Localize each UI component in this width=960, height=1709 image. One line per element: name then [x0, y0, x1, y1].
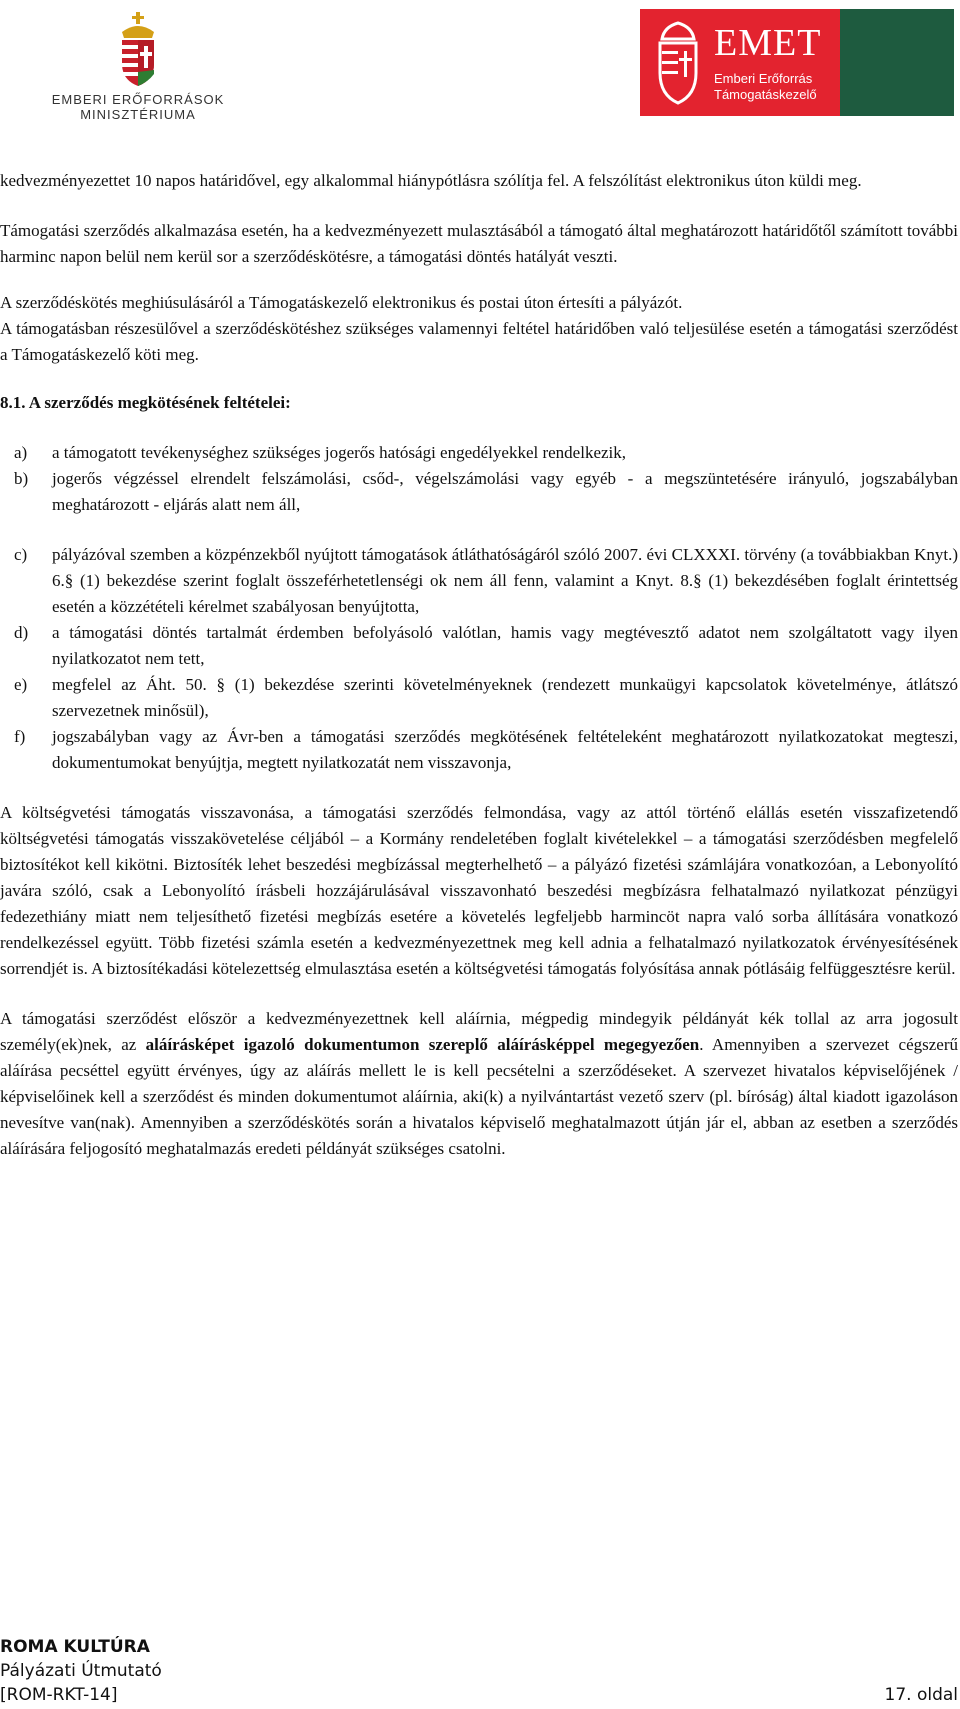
- list-item-text: jogszabályban vagy az Ávr-ben a támogatási szerződés megkötésének feltételeként meghatározott nyilatkozatokat megteszi, dokumentumokat benyújtja, megtett nyilatkozatát nem visszavonja,: [52, 727, 958, 772]
- emet-logo-red-panel: [640, 9, 840, 116]
- list-marker: f): [14, 727, 26, 746]
- section-heading: 8.1. A szerződés megkötésének feltételei:: [0, 393, 291, 412]
- paragraph-contract-deadline: Támogatási szerződés alkalmazása esetén, ha a kedvezményezett mulasztásából a támogató által meghatározott határidőtől számított további harminc napon belül nem kerül sor a szerződéskötésre, a támogatási döntés hatályát veszti.: [0, 221, 958, 266]
- paragraph-contract-signing: A támogatásban részesülővel a szerződéskötéshez szükséges valamennyi feltétel határidőben való teljesülése esetén a támogatási szerződést a Támogatáskezelő köti meg.: [0, 319, 958, 364]
- emet-title: EMET: [714, 22, 822, 64]
- emet-logo-green-panel: [840, 9, 954, 116]
- list-item: [0, 440, 958, 466]
- ministry-logo: [48, 12, 228, 134]
- page-footer: [0, 1635, 958, 1707]
- list-item: [0, 542, 958, 620]
- paragraph-deficiency-notice: kedvezményezettet 10 napos határidővel, egy alkalommal hiánypótlásra szólítja fel. A felszólítást elektronikus úton küldi meg.: [0, 171, 862, 190]
- document-body: [0, 168, 958, 1162]
- list-marker: a): [14, 443, 28, 462]
- ministry-name-line2: MINISZTÉRIUMA: [80, 107, 196, 122]
- ministry-name-line1: EMBERI ERŐFORRÁSOK: [51, 92, 225, 107]
- emet-logo: [640, 9, 954, 116]
- list-item: [0, 466, 958, 518]
- paragraph-signature-rules: [0, 1006, 958, 1162]
- list-item: [0, 724, 958, 776]
- list-marker: c): [14, 545, 28, 564]
- footer-program-name: ROMA KULTÚRA: [0, 1637, 150, 1657]
- list-item-text: a támogatási döntés tartalmát érdemben befolyásoló valótlan, hamis vagy megtévesztő adatot nem szolgáltatott vagy ilyen nyilatkozatot nem tett,: [52, 623, 958, 668]
- hungarian-crest-icon: [116, 12, 160, 88]
- list-marker: e): [14, 675, 28, 694]
- emet-subtitle-line2: Támogatáskezelő: [714, 87, 817, 102]
- page-header: [0, 0, 960, 140]
- signature-text-bold: aláírásképet igazoló dokumentumon szereplő aláírásképpel megegyezően: [145, 1035, 700, 1054]
- conditions-list: [0, 440, 958, 776]
- list-item: [0, 620, 958, 672]
- footer-subtitle: Pályázati Útmutató: [0, 1661, 162, 1681]
- list-marker: b): [14, 469, 29, 488]
- list-marker: d): [14, 623, 29, 642]
- footer-page-number: 17. oldal: [884, 1685, 958, 1705]
- emet-subtitle: [714, 71, 817, 103]
- signature-text-part1: A támogatási szerződést először a kedvezményezettnek kell aláírnia, mégpedig mindegyik példányát kék tollal az arra jogosult személy(ek)nek, az: [0, 1009, 958, 1054]
- list-item-text: megfelel az Áht. 50. § (1) bekezdése szerinti követelményeknek (rendezett munkaügyi kapcsolatok követelménye, átlátszó szervezetnek minősül),: [52, 675, 958, 720]
- emet-subtitle-line1: Emberi Erőforrás: [714, 71, 813, 86]
- list-item-text: a támogatott tevékenységhez szükséges jogerős hatósági engedélyekkel rendelkezik,: [52, 443, 627, 462]
- list-item-text: jogerős végzéssel elrendelt felszámolási, csőd-, végelszámolási vagy egyéb - a megszüntetésére irányuló, jogszabályban meghatározott - eljárás alatt nem áll,: [52, 469, 958, 514]
- emet-crest-icon: [652, 21, 704, 105]
- footer-code: [ROM-RKT-14]: [0, 1685, 118, 1705]
- paragraph-security-guarantee: A költségvetési támogatás visszavonása, a támogatási szerződés felmondása, vagy az attól történő elállás esetén visszafizetendő költségvetési támogatás visszakövetelése céljából – a Kormány rendeletében foglalt kivételekkel – a támogatási szerződésben megfelelő biztosítékot kell kikötni. Biztosíték lehet beszedési megbízással megterhelhető – a pályázó fizetési számlájára vonatkozóan, a Lebonyolító javára szóló, csak a Lebonyolító írásbeli hozzájárulásával visszavonható beszedési megbízásra felhatalmazó nyilatkozat pénzügyi fedezethiány miatt nem teljesíthető fizetési megbízás esetére a követelés legfeljebb harmincöt napra való sorba állítására vonatkozó rendelkezéssel együtt. Több fizetési számla esetén a kedvezményezettnek meg kell adnia a felhatalmazó nyilatkozatok érvényesítésének sorrendjét is. A biztosítékadási kötelezettség elmulasztása esetén a költségvetési támogatás folyósítása annak pótlásáig felfüggesztésre kerül.: [0, 803, 958, 978]
- signature-text-part2: . Amennyiben a szervezet cégszerű aláírása pecséttel együtt érvényes, úgy az aláírás mellett le is kell pecsételni a szerződéseket. A szervezet hivatalos képviselőjének / képviselőinek kell a szerződést és minden dokumentumot aláírnia, aki(k) a nyilvántartást vezető szerv (pl. bíróság) által kiadott igazoláson nevesítve van(nak). Amennyiben a szerződéskötés során a hivatalos képviselő meghatalmazott útján jár el, abban az esetben a szerződés aláírására feljogosító meghatalmazás eredeti példányát szükséges csatolni.: [0, 1035, 959, 1158]
- list-item-text: pályázóval szemben a közpénzekből nyújtott támogatások átláthatóságáról szóló 2007. évi CLXXXI. törvény (a továbbiakban Knyt.) 6.§ (1) bekezdése szerint foglalt összeférhetetlenségi ok nem áll fenn, valamint a Knyt. 8.§ (1) bekezdésében foglalt érintettség esetén a közzétételi kérelmet szabályosan benyújtotta,: [52, 545, 958, 616]
- list-item: [0, 672, 958, 724]
- paragraph-contract-failure: A szerződéskötés meghiúsulásáról a Támogatáskezelő elektronikus és postai úton értesíti a pályázót.: [0, 293, 683, 312]
